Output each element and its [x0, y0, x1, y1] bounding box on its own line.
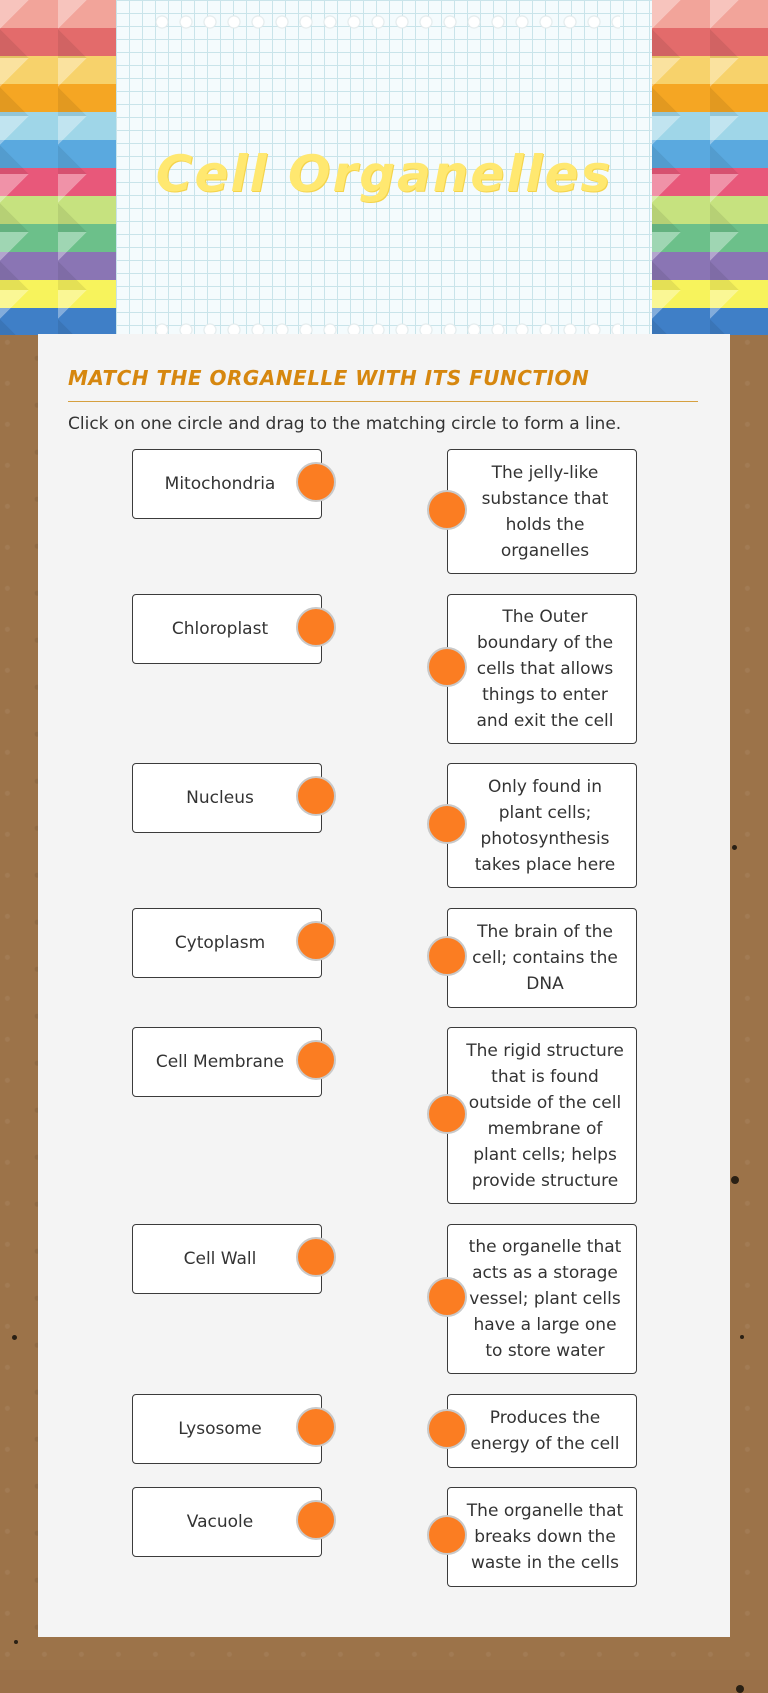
term-connector-knob[interactable]: [296, 1237, 336, 1277]
term-connector-knob[interactable]: [296, 462, 336, 502]
term-connector-knob[interactable]: [296, 607, 336, 647]
definition-connector-knob[interactable]: [427, 490, 467, 530]
term-card: Cell Wall: [132, 1224, 322, 1294]
definition-connector-knob[interactable]: [427, 804, 467, 844]
instruction-text: Click on one circle and drag to the matching circle to form a line.: [68, 414, 622, 434]
chevron-decoration-right: [652, 0, 768, 335]
definition-card: The brain of the cell; contains the DNA: [447, 908, 637, 1008]
definition-connector-knob[interactable]: [427, 1515, 467, 1555]
definition-card: The jelly-like substance that holds the organelles: [447, 449, 637, 574]
definition-card: Only found in plant cells; photosynthesis takes place here: [447, 763, 637, 888]
section-title: MATCH THE ORGANELLE WITH ITS FUNCTION: [68, 366, 590, 390]
term-card: Nucleus: [132, 763, 322, 833]
paper-holes-top: [150, 14, 620, 30]
term-card: Chloroplast: [132, 594, 322, 664]
term-connector-knob[interactable]: [296, 1500, 336, 1540]
cork-speck: [736, 1685, 744, 1693]
header-banner: [0, 0, 768, 335]
cork-speck: [14, 1640, 18, 1644]
term-connector-knob[interactable]: [296, 1040, 336, 1080]
term-card: Cytoplasm: [132, 908, 322, 978]
definition-connector-knob[interactable]: [427, 936, 467, 976]
term-connector-knob[interactable]: [296, 921, 336, 961]
term-card: Cell Membrane: [132, 1027, 322, 1097]
definition-card: The rigid structure that is found outside of the cell membrane of plant cells; helps provide structure: [447, 1027, 637, 1204]
divider: [68, 401, 698, 402]
cork-speck: [12, 1335, 17, 1340]
definition-connector-knob[interactable]: [427, 1094, 467, 1134]
cork-speck: [740, 1335, 744, 1339]
chevron-decoration-left: [0, 0, 116, 335]
definition-connector-knob[interactable]: [427, 1409, 467, 1449]
worksheet-panel: [38, 334, 730, 1637]
definition-connector-knob[interactable]: [427, 647, 467, 687]
term-connector-knob[interactable]: [296, 1407, 336, 1447]
term-connector-knob[interactable]: [296, 776, 336, 816]
term-card: Vacuole: [132, 1487, 322, 1557]
term-card: Mitochondria: [132, 449, 322, 519]
cork-speck: [732, 845, 737, 850]
term-card: Lysosome: [132, 1394, 322, 1464]
cork-speck: [731, 1176, 739, 1184]
definition-card: The organelle that breaks down the waste in the cells: [447, 1487, 637, 1587]
definition-card: Produces the energy of the cell: [447, 1394, 637, 1468]
definition-connector-knob[interactable]: [427, 1277, 467, 1317]
definition-card: The Outer boundary of the cells that allows things to enter and exit the cell: [447, 594, 637, 744]
definition-card: the organelle that acts as a storage vessel; plant cells have a large one to store water: [447, 1224, 637, 1374]
page-title: Cell Organelles: [155, 145, 613, 203]
